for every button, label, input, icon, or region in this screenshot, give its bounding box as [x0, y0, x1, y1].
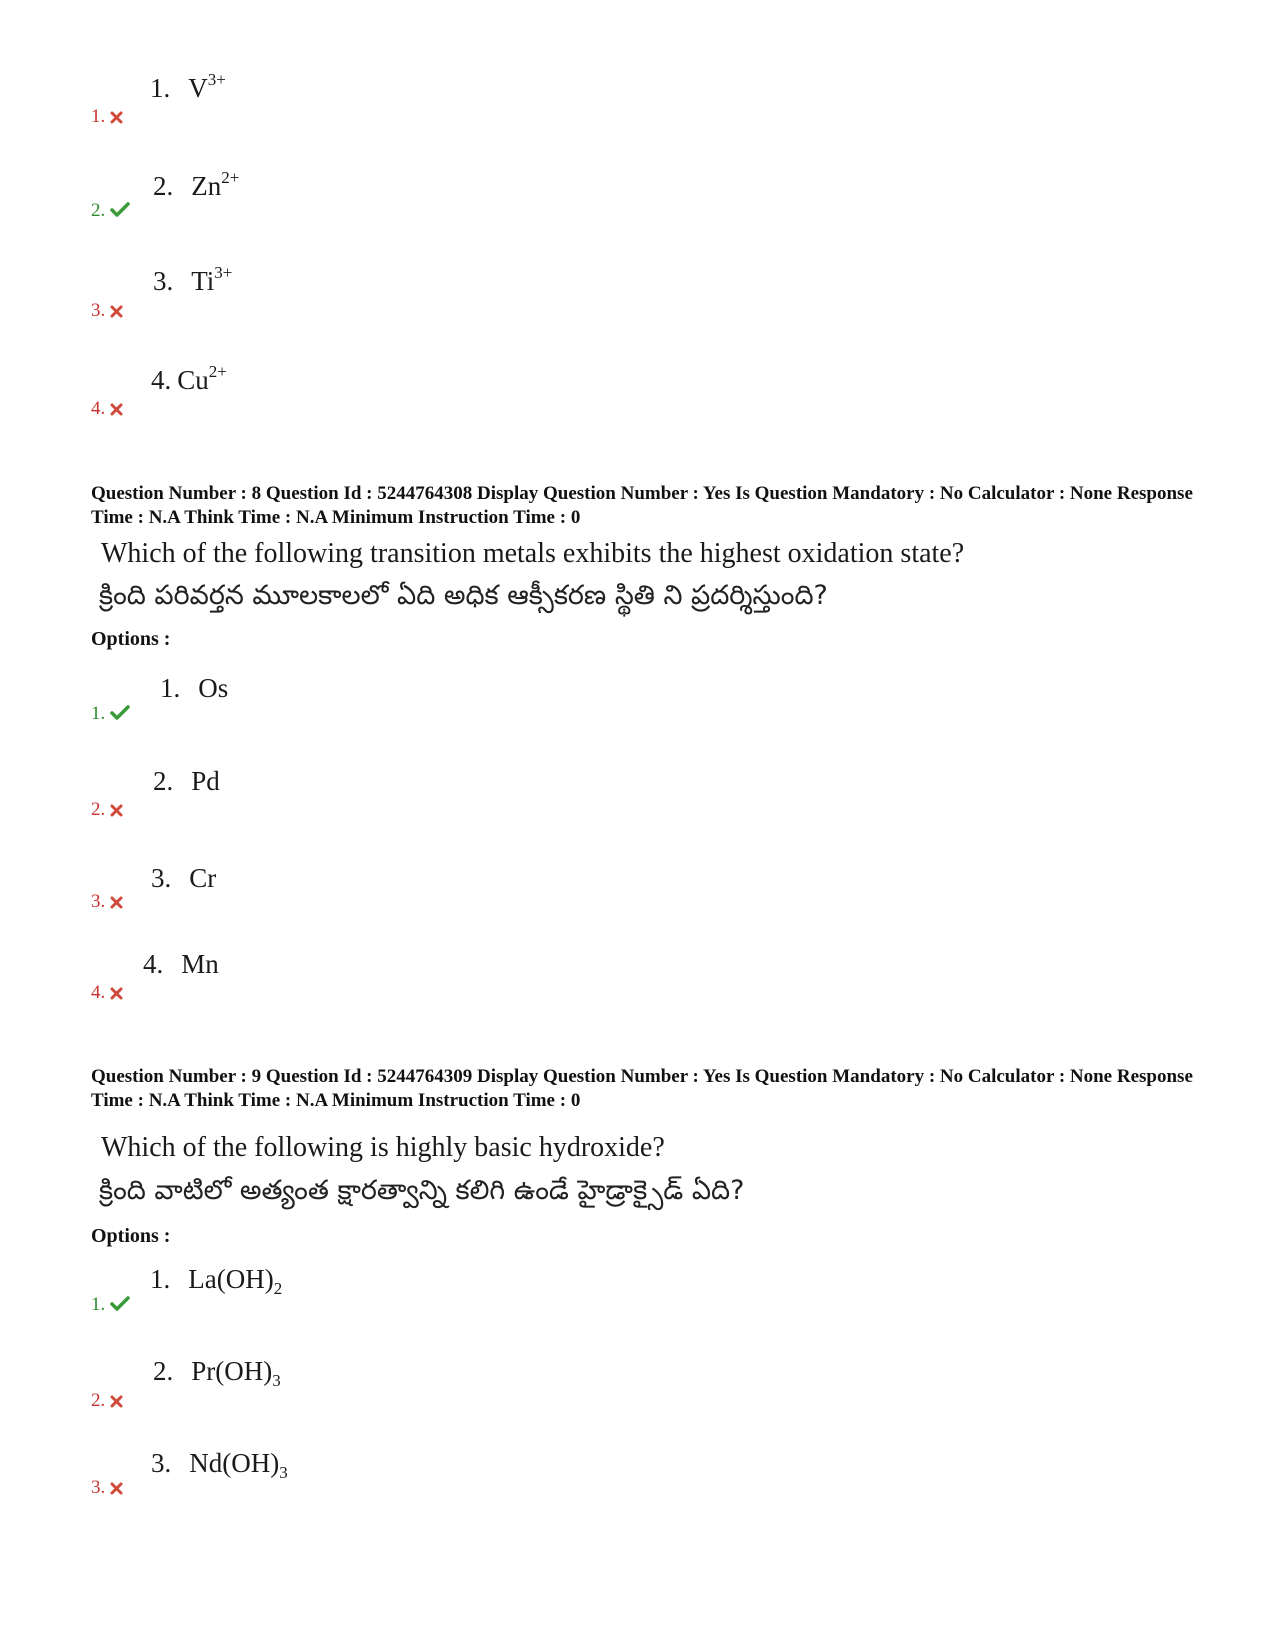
- option-index: 3.: [91, 300, 123, 322]
- option-text: 1. Os: [160, 673, 229, 703]
- cross-icon: [110, 111, 123, 124]
- option-index: 2.: [91, 200, 130, 222]
- cross-icon: [110, 987, 123, 1000]
- option-text: 1. $La(OH)_2$: [150, 1264, 283, 1298]
- options-label: Options :: [91, 628, 171, 650]
- cross-icon: [110, 403, 123, 416]
- option-text: 2. Pd: [153, 766, 220, 796]
- question-text-telugu: క్రింది వాటిలో అత్యంత క్షారత్వాన్ని కలిగి ఉండే హైడ్రాక్సైడ్ ఏది?: [99, 1175, 745, 1206]
- option-text: 2. $Pr(OH)_3$: [153, 1356, 281, 1390]
- option-index: 1.: [91, 106, 123, 128]
- option-index: 2.: [91, 1390, 123, 1412]
- option-text: 3. Cr: [151, 863, 217, 893]
- option-text: 4. $Cu^{2+}$: [151, 362, 227, 395]
- option-text: 3. $Nd(OH)_3$: [151, 1448, 288, 1482]
- question-text-telugu: క్రింది పరివర్తన మూలకాలలో ఏది అధిక ఆక్సీకరణ స్థితి ని ప్రదర్శిస్తుంది?: [99, 580, 828, 611]
- options-label: Options :: [91, 1225, 171, 1247]
- question-text-english: Which of the following transition metals exhibits the highest oxidation state?: [101, 538, 965, 569]
- cross-icon: [110, 804, 123, 817]
- option-index: 1.: [91, 1294, 130, 1316]
- option-index: 3.: [91, 891, 123, 913]
- question-text-english: Which of the following is highly basic hydroxide?: [101, 1132, 665, 1163]
- option-text: 2. $Zn^{2+}$: [153, 168, 240, 201]
- option-index: 1.: [91, 703, 130, 725]
- cross-icon: [110, 305, 123, 318]
- cross-icon: [110, 1395, 123, 1408]
- option-index: 4.: [91, 982, 123, 1004]
- option-index: 3.: [91, 1477, 123, 1499]
- question-meta: Question Number : 8 Question Id : 5244764308 Display Question Number : Yes Is Question Mandatory : No Calculator : None Response Time : N.A Think Time : N.A Minimum Instruction Time : 0: [91, 483, 1193, 528]
- option-index: 2.: [91, 799, 123, 821]
- cross-icon: [110, 896, 123, 909]
- option-text: 4. Mn: [143, 949, 219, 979]
- option-text: 3. $Ti^{3+}$: [153, 263, 233, 296]
- check-icon: [110, 202, 130, 218]
- question-meta: Question Number : 9 Question Id : 5244764309 Display Question Number : Yes Is Question Mandatory : No Calculator : None Response Time : N.A Think Time : N.A Minimum Instruction Time : 0: [91, 1066, 1193, 1111]
- check-icon: [110, 1296, 130, 1312]
- cross-icon: [110, 1482, 123, 1495]
- check-icon: [110, 705, 130, 721]
- option-index: 4.: [91, 398, 123, 420]
- option-text: 1. $V^{3+}$: [150, 70, 226, 103]
